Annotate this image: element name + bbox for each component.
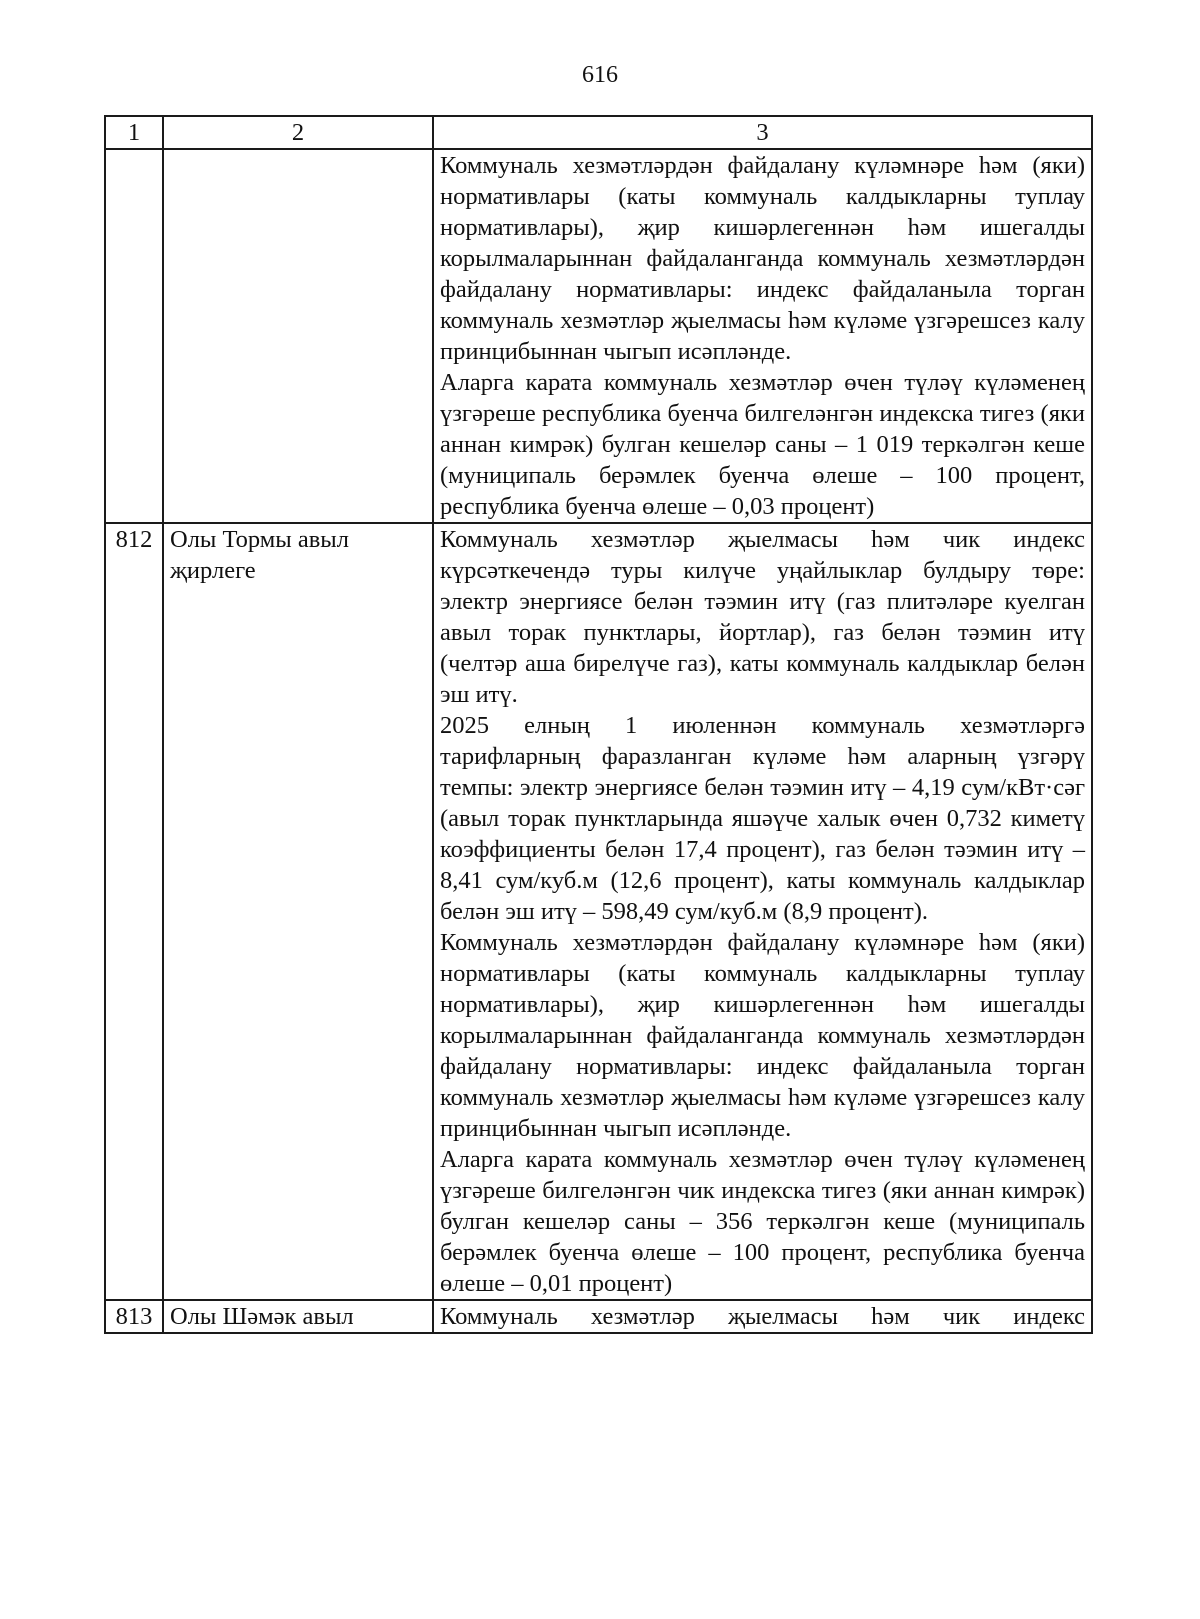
table-row: [105, 1300, 1092, 1333]
settlement-name: Олы Тормы авыл җирлеге: [163, 523, 433, 1300]
table-header-row: [105, 116, 1092, 149]
page-number: 616: [582, 62, 618, 88]
description-paragraph: 2025 елның 1 июленнән коммуналь хезмәтләргә тарифларның фаразланган күләме һәм аларның үзгәрү темпы: электр энергиясе белән тәэмин итү – 4,19 сум/кВт·сәг (авыл торак пунктларында яшәүче халык өчен 0,732 киметү коэффициенты белән 17,4 процент), газ белән тәэмин итү – 8,41 сум/куб.м (12,6 процент), каты коммуналь калдыклар белән эш итү – 598,49 сум/куб.м (8,9 процент).: [440, 712, 1085, 925]
settlement-name: [163, 149, 433, 523]
row-description: [433, 1300, 1092, 1333]
row-description: [433, 523, 1092, 1300]
row-description: [433, 149, 1092, 523]
description-paragraph: Коммуналь хезмәтләрдән файдалану күләмнәре һәм (яки) нормативлары (каты коммуналь калдыкларны туплау нормативлары), җир кишәрлегеннән һәм ишегалды корылмаларыннан файдаланганда коммуналь хезмәтләрдән файдалану нормативлары: индекс файдаланыла торган коммуналь хезмәтләр җыелмасы һәм күләме үзгәрешсез калу принцибыннан чыгып исәпләнде.: [440, 152, 1085, 365]
header-cell-1: 1: [105, 116, 163, 149]
table-row: [105, 523, 1092, 1300]
settlement-name: Олы Шәмәк авыл: [163, 1300, 433, 1333]
row-number: 812: [105, 523, 163, 1300]
row-number: 813: [105, 1300, 163, 1333]
description-paragraph: Коммуналь хезмәтләр җыелмасы һәм чик индекс күрсәткечендә туры килүче уңайлыклар булдыру төре: электр энергиясе белән тәэмин итү (газ плитәләре куелган авыл торак пунктлары, йортлар), газ белән тәэмин итү (челтәр аша бирелүче газ), каты коммуналь калдыклар белән эш итү.: [440, 526, 1085, 708]
header-cell-2: 2: [163, 116, 433, 149]
header-cell-3: 3: [433, 116, 1092, 149]
description-paragraph: Коммуналь хезмәтләрдән файдалану күләмнәре һәм (яки) нормативлары (каты коммуналь калдыкларны туплау нормативлары), җир кишәрлегеннән һәм ишегалды корылмаларыннан файдаланганда коммуналь хезмәтләрдән файдалану нормативлары: индекс файдаланыла торган коммуналь хезмәтләр җыелмасы һәм күләме үзгәрешсез калу принцибыннан чыгып исәпләнде.: [440, 929, 1085, 1142]
municipal-tariff-table: [104, 115, 1093, 1334]
description-paragraph: Коммуналь хезмәтләр җыелмасы һәм чик индекс: [440, 1303, 1085, 1330]
description-paragraph: Аларга карата коммуналь хезмәтләр өчен түләү күләменең үзгәреше республика буенча билгеләнгән индекска тигез (яки аннан кимрәк) булган кешеләр саны – 1 019 теркәлгән кеше (муниципаль берәмлек буенча өлеше – 100 процент, республика буенча өлеше – 0,03 процент): [440, 369, 1085, 520]
row-number: [105, 149, 163, 523]
description-paragraph: Аларга карата коммуналь хезмәтләр өчен түләү күләменең үзгәреше билгеләнгән чик индекска тигез (яки аннан кимрәк) булган кешеләр саны – 356 теркәлгән кеше (муниципаль берәмлек буенча өлеше – 100 процент, республика буенча өлеше – 0,01 процент): [440, 1146, 1085, 1297]
table-row: [105, 149, 1092, 523]
